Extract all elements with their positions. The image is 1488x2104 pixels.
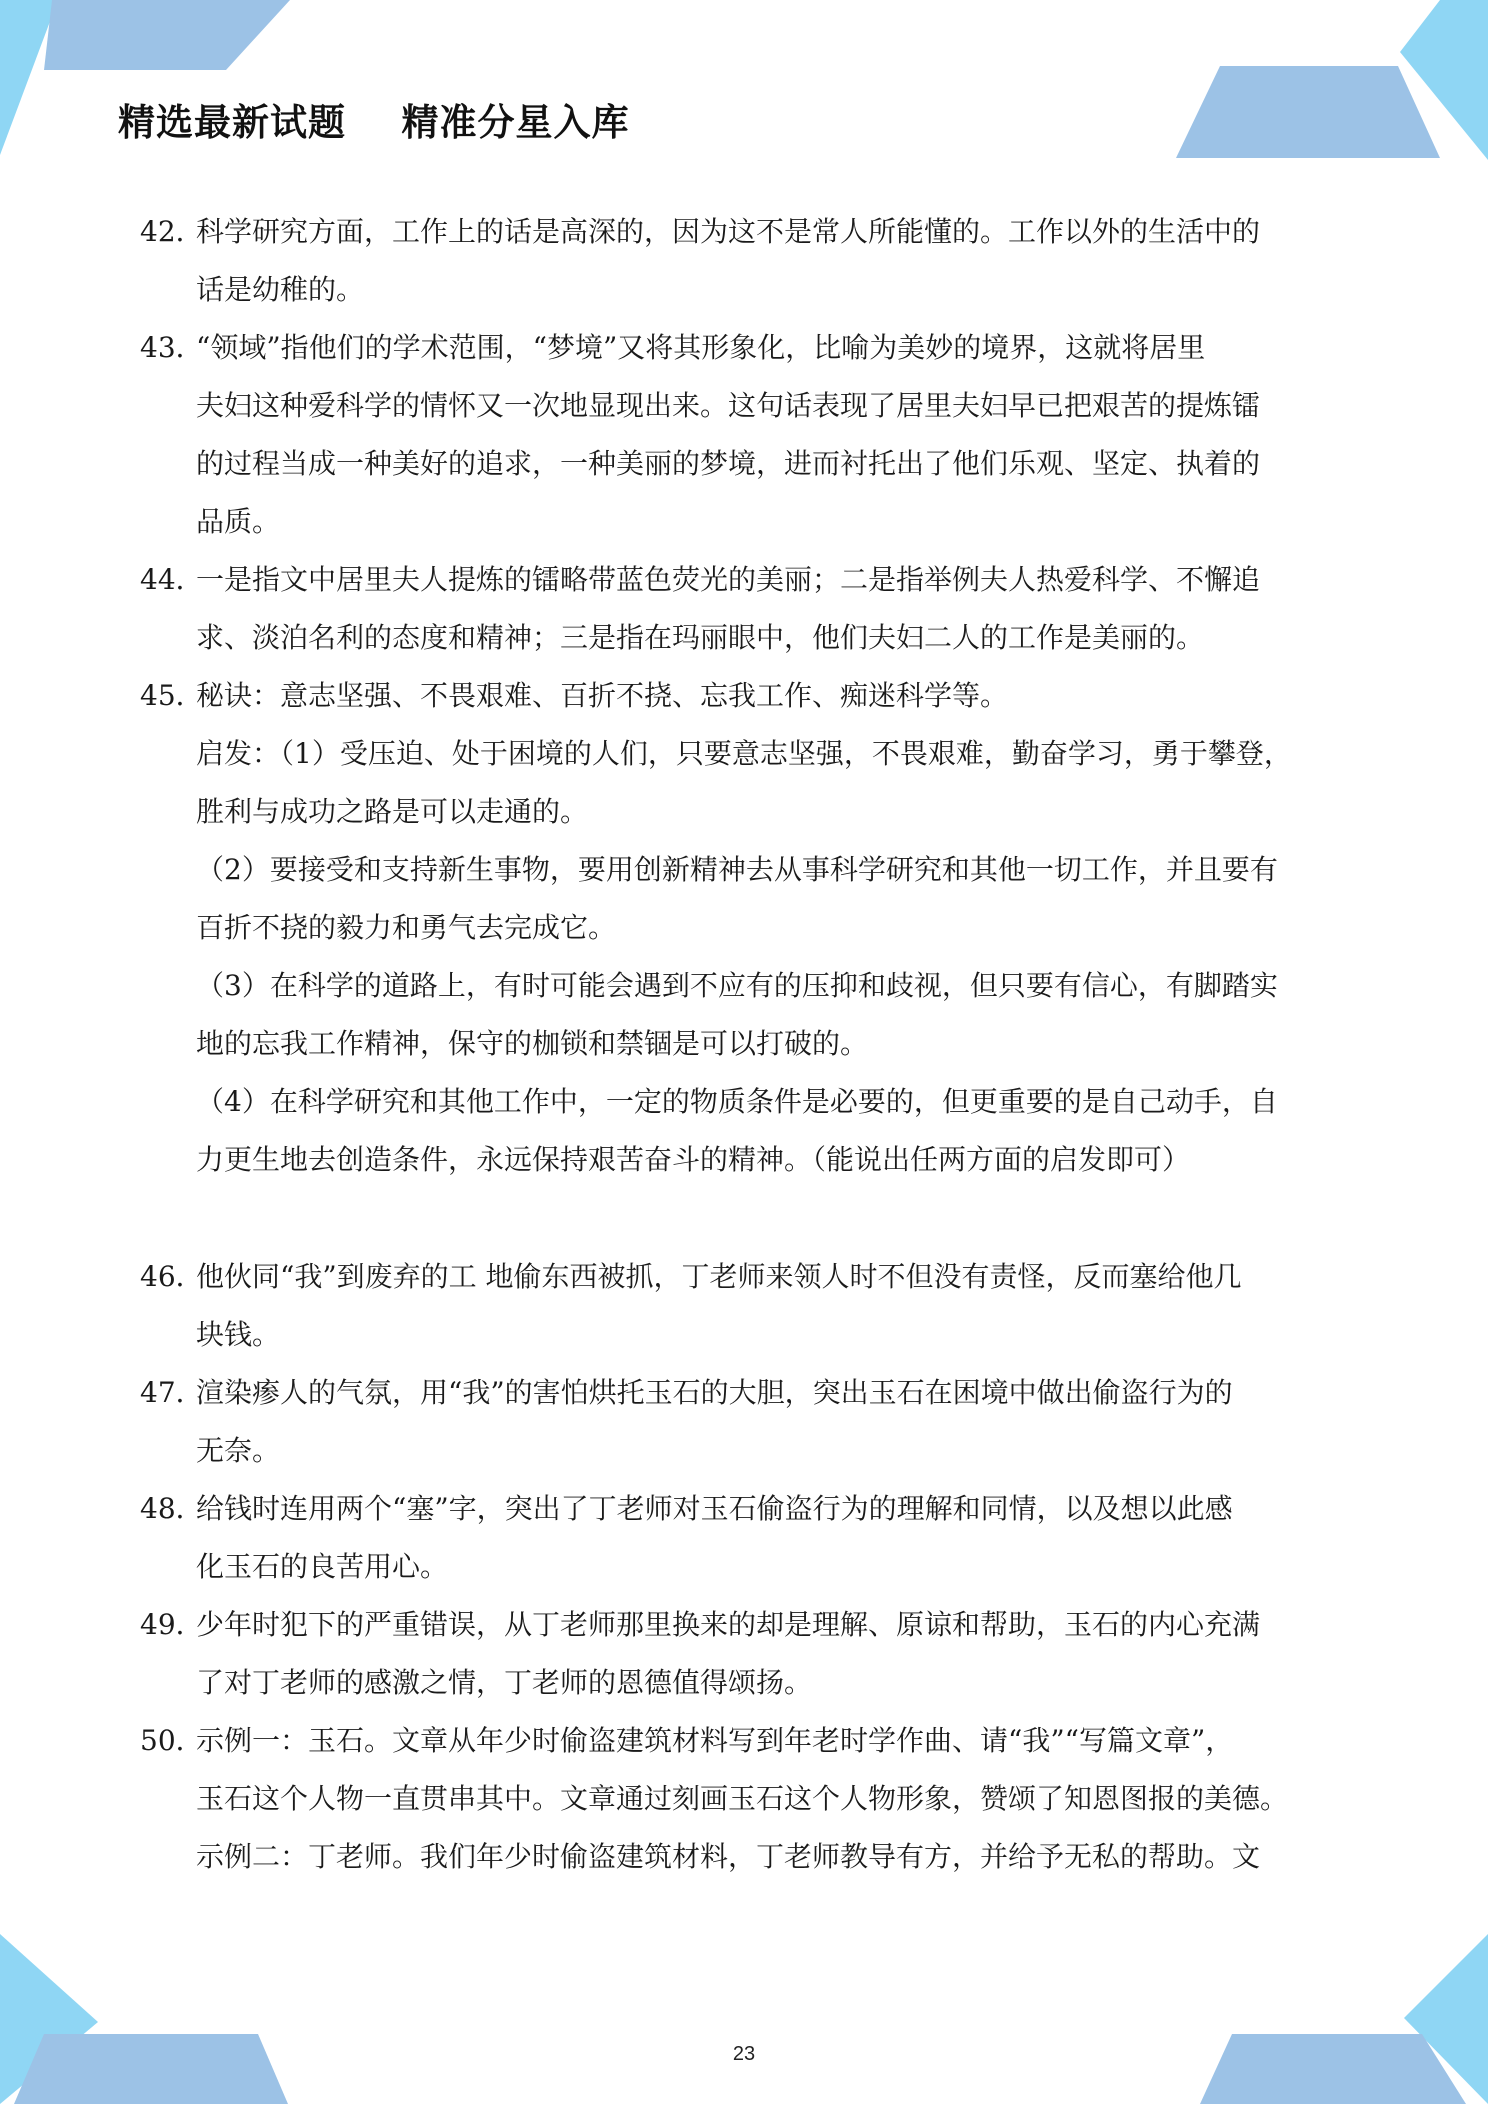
answer-item [140,1364,1352,1480]
answer-line: 品质。 [196,505,281,538]
answer-number: 47． [140,1376,204,1409]
answer-line: 夫妇这种爱科学的情怀又一次地显现出来。这句话表现了居里夫妇早已把艰苦的提炼镭 [196,389,1261,422]
page-number: 23 [732,2043,756,2065]
answer-line: 少年时犯下的严重错误，从丁老师那里换来的却是理解、原谅和帮助，玉石的内心充满 [196,1608,1261,1641]
answer-item [140,1596,1352,1712]
answer-line: 求、淡泊名利的态度和精神；三是指在玛丽眼中，他们夫妇二人的工作是美丽的。 [196,621,1205,654]
deco-trapezoid-top-right [1176,66,1440,158]
answer-line: 胜利与成功之路是可以走通的。 [196,795,589,828]
answer-number: 46． [140,1260,204,1293]
answer-item [140,1712,1352,1886]
corner-decoration-bottom [0,1934,1488,2104]
header-title: 精选最新试题 精准分星入库 [118,101,630,144]
answer-line: 地的忘我工作精神，保守的枷锁和禁锢是可以打破的。 [196,1027,869,1060]
answer-line: 无奈。 [196,1434,281,1467]
deco-band-top-left [44,0,290,70]
answer-number: 43． [140,331,204,364]
answer-line: 了对丁老师的感激之情，丁老师的恩德值得颂扬。 [196,1666,813,1699]
answer-list [140,203,1352,1886]
answer-line: 科学研究方面，工作上的话是高深的，因为这不是常人所能懂的。工作以外的生活中的 [196,215,1261,248]
answer-line: 百折不挠的毅力和勇气去完成它。 [196,911,617,944]
answer-item [140,319,1352,551]
answer-line: 秘诀：意志坚强、不畏艰难、百折不挠、忘我工作、痴迷科学等。 [196,679,1009,712]
answer-number: 42． [140,215,204,248]
answer-number: 49． [140,1608,204,1641]
answer-item [140,667,1352,1189]
answer-line: 力更生地去创造条件，永远保持艰苦奋斗的精神。（能说出任两方面的启发即可） [196,1143,1191,1176]
answer-item [140,551,1352,667]
answer-line: 渲染瘆人的气氛，用“我”的害怕烘托玉石的大胆，突出玉石在困境中做出偷盗行为的 [196,1376,1233,1409]
answer-line: 块钱。 [196,1318,281,1351]
answer-number: 48． [140,1492,204,1525]
answer-line: 的过程当成一种美好的追求，一种美丽的梦境，进而衬托出了他们乐观、坚定、执着的 [196,447,1261,480]
answer-item [140,1480,1352,1596]
answer-line: （4）在科学研究和其他工作中，一定的物质条件是必要的，但更重要的是自己动手，自 [196,1085,1278,1118]
answer-number: 44． [140,563,204,596]
answer-number: 50． [140,1724,204,1757]
answer-line: 化玉石的良苦用心。 [196,1550,449,1583]
answer-line: （3）在科学的道路上，有时可能会遇到不应有的压抑和歧视，但只要有信心，有脚踏实 [196,969,1278,1002]
answer-line: 示例一：玉石。文章从年少时偷盗建筑材料写到年老时学作曲、请“我”“写篇文章”， [196,1724,1234,1757]
answer-line: 给钱时连用两个“塞”字，突出了丁老师对玉石偷盗行为的理解和同情，以及想以此感 [196,1492,1233,1525]
answer-line: 话是幼稚的。 [196,273,365,306]
answer-item [140,203,1352,319]
answer-item [140,1248,1352,1364]
answer-line: “领域”指他们的学术范围，“梦境”又将其形象化，比喻为美妙的境界，这就将居里 [196,331,1206,364]
answer-number: 45． [140,679,204,712]
answer-line: 启发：（1）受压迫、处于困境的人们，只要意志坚强，不畏艰难，勤奋学习，勇于攀登， [196,737,1292,770]
section-gap [140,1189,1352,1248]
answer-line: 一是指文中居里夫人提炼的镭略带蓝色荧光的美丽；二是指举例夫人热爱科学、不懈追 [196,563,1261,596]
answer-line: 示例二：丁老师。我们年少时偷盗建筑材料，丁老师教导有方，并给予无私的帮助。文 [196,1840,1261,1873]
answer-line: （2）要接受和支持新生事物，要用创新精神去从事科学研究和其他一切工作，并且要有 [196,853,1278,886]
answer-line: 他伙同“我”到废弃的工 地偷东西被抓，丁老师来领人时不但没有责怪，反而塞给他几 [196,1260,1242,1293]
answer-line: 玉石这个人物一直贯串其中。文章通过刻画玉石这个人物形象，赞颂了知恩图报的美德。 [196,1782,1289,1815]
deco-triangle-top-left [0,0,58,155]
